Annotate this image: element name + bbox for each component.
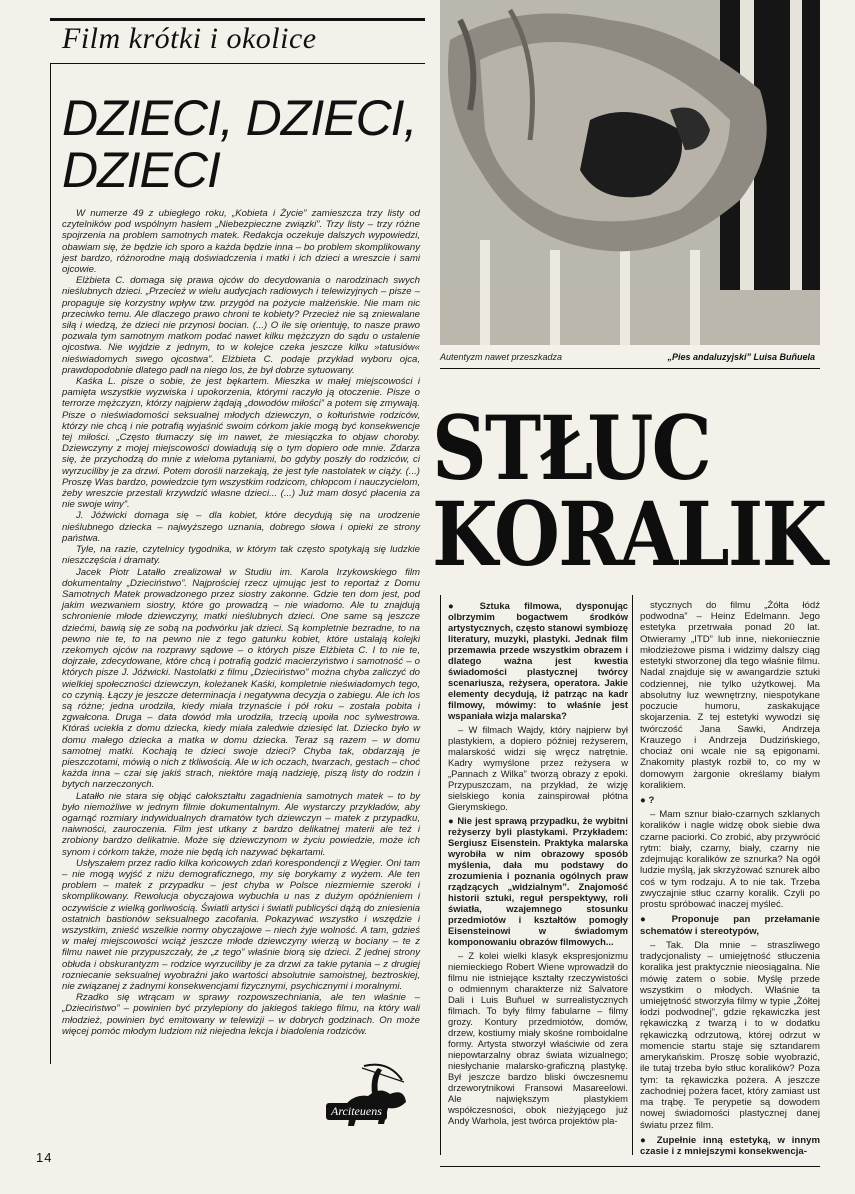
answer-paragraph: – Mam sznur biało-czarnych szklanych koralików i nagle widzę obok siebie dwa czarne paciorki. Co zrobić, aby przywrócić rytm: biały, czarny, biały, czarny nie zdejmując koralików ze sznurka? Na ogół ludzie myślą, jak skrzyżować sznurek albo coś w tym rodzaju. A to nie tak. Trzeba zwyczajnie stłuc czarny koralik. Czyli po prostu spróbować inaczej myśleć. bbox=[640, 809, 820, 911]
answer-paragraph: – W filmach Wajdy, który najpierw był plastykiem, a dopiero później reżyserem, malarskość widzi się wręcz natrętnie. Kadry wymyślone przez reżysera w „Pannach z Wilka” tworzą obrazy z epoki. Przypuszczam, na przykład, że wizję sielskiego konia zainspirował płótna Gierymskiego. bbox=[448, 724, 628, 812]
column-rule bbox=[440, 595, 441, 1155]
article-paragraph: Kaśka L. pisze o sobie, że jest bękartem. Mieszka w małej miejscowości i pamięta wszystkie wyzwiska i upokorzenia, którymi raczyło ją otoczenie. Pisze o terrorze mężczyzn, którzy najpierw żądają „dowodów miłości” a potem się zmywają. Pisze o nieświadomości seksualnej młodych dziewczyn, o kołtuństwie rodziców, którzy nie chcą i nie potrafią wyjaśnić swoim córkom jakie mogą być konsekwencje tej miłości. „Często tłumaczy się im nawet, że miesiączka to objaw choroby. Dziewczyny z mojej miejscowości dowiadują się o tym dopiero ode mnie. Zdarza się, że przychodzą do mnie z wieloma pytaniami, bo gdyby poszły do rodziców, ci wyrzuciliby je za drzwi. Potem dorośli narzekają, że jest tyle nastolatek w ciąży. (...) Proszę Was bardzo, powiedzcie tym wszystkim rodzicom, chłopcom i nauczycielom, żeby wreszcie przestali krzywdzić własne dzieci... (...) Już mam dosyć płacenia za nie swoje winy”. bbox=[62, 376, 420, 511]
title-line: KORALIK bbox=[432, 482, 826, 586]
article-paragraph: Jacek Piotr Latałło zrealizował w Studiu im. Karola Irzykowskiego film dokumentalny „Dzieciństwo”. Najprościej rzecz ujmując jest to reportaż z Domu Samotnych Matek prowadzonego przez siostry zakonne. Gdzie ten dom jest, pod jakim wezwaniem siostry, które go prowadzą – nie wiadomo. Ale tu znajdują schronienie młode dziewczyny, matki nieślubnych dzieci. One same są jeszcze dziećmi, bawią się ze sobą na podwórku jak dzieci. Są kompletnie bezradne, to na pewno nie te, to na pewno nie z tego gatunku kobiet, które ustalają kolejki rzekomych ojców na rozprawy sądowe – o których pisze Elżbieta C. I to nie te, dojrzałe, zdecydowane, które chcą i potrafią godzić macierzyństwo i samotność – o których pisze J. Jóźwicki. Nastolatki z filmu „Dzieciństwo” można chyba zaliczyć do wielkiej społeczności dziewczyn, koleżanek Kaśki, kompletnie nieświadomych tego, co czynią. Łączy je jeszcze determinacja i negatywna decyzja o zabiegu. Ale ich los są różne; jedna urodziła, kiedy miała trzynaście i pół roku – została pobita i zgwałcona. Druga – data dowód mła urodziła, trzecią upoiła noc sylwestrowa. Któraś uciekła z domu dziecka, kiedy miała zaledwie dziesięć lat. Dziecko było w domu małego dziecka a matka w domu dziecka. Teraz są razem – w domu samotnej matki. Kochają te dzieci swoje dzieci? Chyba tak, obdarzają je pieszczotami, mówią o nich z tkliwością. Ale w ich oczach, twarzach, gestach – choć każda inna – czai się jakiś strach, niektóre mają nadzieję, piszą listy do rodzin i bytych narzeczonych. bbox=[62, 566, 420, 791]
logo-label: Arciteuens bbox=[326, 1103, 387, 1120]
question-paragraph: ● ? bbox=[640, 794, 655, 806]
article-paragraph: Latałło nie stara się objąć całokształtu zagadnienia samotnych matek – to by było niemożliwe w jednym filmie dokumentalnym. Ale wystarczy przykładów, aby ogarnąć rozmiary indywidualnych dramatów tych dziewczyn – matek z przypadku, naiwności, zauroczenia. Film jest utkany z bardzo delikatnej materii ale też i zrobiony bardzo delikatnie. Może się dziewczynom w życiu powiedzie, może ich synom i córkom także, może nie będą ich nazywać bękartami. bbox=[62, 790, 420, 858]
article-paragraph: Usłyszałem przez radio kilka końcowych zdań korespondencji z Węgier. Oni tam – nie mogą wyjść z niżu demograficznego, my się borykamy z wyżem. Ale ten problem – matek z przypadku – jest chyba w Polsce niezmiernie szeroki i skomplikowany. Rewolucja obyczajowa wybuchła u nas z dużym opóźnieniem i oczywiście z wielką gorliwością. Światli artyści i światli publicyści dążą do zniesienia ostatnich bastionów seksualnego zacofania. Pokazywać wszystko i wszędzie i wszystkim, znieść wszelkie normy obyczajowe – niech żyje wolność. A tam, gdzieś w małej miejscowości wciąż jeszcze młode dziewczyny wierzą w bociany – te z filmu nawet nie przypuszczały, że „z tego” właśnie biorą się dzieci. Z jednej strony obłuda i obskurantyzm – rodzice wyrzuciliby je za drzwi za takie pytania – z drugiej rozniecanie seksualnej wyobraźni jako wartości absolutnie samoistnej, beztroskiej, nie związanej z żadnymi konsekwencjami fizycznymi, psychicznymi i moralnymi. bbox=[62, 857, 420, 993]
answer-paragraph: – Z kolei wielki klasyk ekspresjonizmu niemieckiego Robert Wiene wprowadził do filmu nie istniejące kształty rzeczywistości o odmiennym charakterze niż Salvatore Dali i Luis Buñuel w surrealistycznych filmach. To były filmy fabularne – filmy grozy. Kontury przedmiotów, domów, drzew, kostiumy miały skośne romboidalne formy. Artysta stworzył właściwie od zera niepowtarzalny obraz świata wizualnego; niesłychanie malarsko-graficzną plastykę. Był jeszcze bardzo bliski ówczesnemu drzeworytnikowi Fransowi Masareelowi. Ale największym plastykiem współczesności, obok nieżyjącego już Andy Warhola, jest twórca projektów pla- bbox=[448, 950, 628, 1126]
column-rule bbox=[632, 595, 633, 1155]
left-column-rule bbox=[50, 64, 51, 1064]
photo-caption-left: Autentyzm nawet przeszkadza bbox=[440, 352, 563, 362]
article-paragraph: J. Jóźwicki domaga się – dla kobiet, które decydują się na urodzenie nieślubnego dziecka – najwyższego uznania, dobrego słowa i opieki ze strony państwa. bbox=[62, 510, 420, 544]
article-paragraph: Tyle, na razie, czytelnicy tygodnika, w którym tak często spotykają się ludzkie nieszczęścia i dramaty. bbox=[62, 544, 420, 567]
title-line: STŁUC bbox=[432, 396, 711, 500]
left-article-body bbox=[62, 208, 420, 1037]
right-column-1 bbox=[448, 600, 628, 1129]
right-column-2 bbox=[640, 600, 820, 1160]
caption-rule bbox=[440, 368, 820, 369]
article-headline bbox=[62, 92, 422, 196]
article-paragraph: Rzadko się wtrącam w sprawy rozpowszechniania, ale ten właśnie – „Dzieciństwo” – powinien być przylepiony do jakiegoś takiego filmu, na który wali młodzież, powinien być emitowany w telewizji – w dobrych godzinach. On może więcej pomóc młodym ludziom niż niejedna lekcja i biadolenia rodziców. bbox=[62, 992, 420, 1037]
article-paragraph: Elżbieta C. domaga się prawa ojców do decydowania o narodzinach swych nieślubnych dzieci. „Przecież w wielu audycjach radiowych i telewizyjnych – pisze – propaguje się korzystny wpływ tzw. przygód na pożycie małżeńskie. Nie mam nic przeciwko temu. Ale dlaczego prawo chroni te kobiety? Przecież nie są zniewalane siłą i wiedzą, że dzieci nie przynosi bocian. (...) O ile się orientuję, to nasze prawo pozwala tym samotnym matkom podać nawet kilku mężczyzn do sądu o ustalenie ojcostwa. Nie wyjdzie z jednym, to w kolejce czeka jeszcze kilku »tatusiów« nieświadomych swego ojcostwa”. Elżbieta C. podaje przykład wyboru ojca, prawdopodobnie dlatego padł na niego los, że był dobrze sytuowany. bbox=[62, 275, 420, 376]
answer-paragraph: stycznych do filmu „Żółta łódź podwodna” – Heinz Edelmann. Jego estetyka przetrwała ponad 20 lat. Otwieramy „ITD” lub inne, niekoniecznie młodzieżowe pisma i widzimy dalszy ciąg estetyki stworzonej dla tego właśnie filmu. Nadal znajduje się w awangardzie sztuki codziennej, nie tylko użytkowej. Ma absolutny luz wewnętrzny, niespotykane poczucie humoru, zaskakujące skojarzenia. Z tej estetyki wywodzi się twórczość Jana Sawki, Andrzeja Krauzego i Andrzeja Dudzińskiego, chociaż oni wcale nie są epigonami. Znakomity plastyk rozbił to, co my w domowym żargonie określamy białym koralikiem. bbox=[640, 600, 820, 791]
film-still-photo bbox=[440, 0, 820, 345]
headline-line: DZIECI, DZIECI, bbox=[62, 90, 417, 146]
question-paragraph: ● Proponuje pan przełamanie schematów i stereotypów, bbox=[640, 914, 820, 937]
question-paragraph: ● Nie jest sprawą przypadku, że wybitni reżyserzy byli plastykami. Przykładem: Sergiusz Eisenstein. Praktyka malarska wyrobiła w nim obrazowy sposób myślenia, dała mu podstawy do zrozumienia i poznania ogólnych praw rządzących „widzialnym”. Znajomość historii sztuki, reguł perspektywy, roli światła, wzajemnego stosunku przedmiotów i kształtów pomogły Eisensteinowi w świadomym komponowaniu obrazów filmowych... bbox=[448, 815, 628, 947]
question-paragraph: ● Sztuka filmowa, dysponując olbrzymim bogactwem środków artystycznych, często stanowi symbiozę literatury, muzyki, plastyki. Jednak film przemawia przede wszystkim obrazem i dlatego ważna jest kwestia świadomości plastycznej twórcy scenariusza, reżysera, operatora. Jakie elementy decydują, iż patrząc na kadr filmowy, mówimy: to właśnie jest wspaniała wizja malarska? bbox=[448, 600, 628, 721]
section-title: Film krótki i okolice bbox=[62, 22, 317, 55]
article-paragraph: W numerze 49 z ubiegłego roku, „Kobieta i Życie” zamieszcza trzy listy od czytelników pod wspólnym hasłem „Niebezpieczne związki”. Trzy listy – trzy różne spojrzenia na problem samotnych matek. Redakcja oczekuje dalszych wypowiedzi, obawiam się, że będzie ich sporo a każda będzie inna – bo problem skomplikowany jest bardzo, różnorodne mają doświadczenia i matki i ich dzieci a wreszcie i sami ojcowie. bbox=[62, 208, 420, 276]
bottom-rule bbox=[440, 1166, 820, 1167]
photo-caption-right: „Pies andaluzyjski” Luisa Buñuela bbox=[667, 352, 815, 362]
question-paragraph: ● Zupełnie inną estetyką, w innym czasie i z mniejszymi konsekwencja- bbox=[640, 1134, 820, 1158]
headline-line: DZIECI bbox=[62, 142, 220, 198]
article-title bbox=[432, 396, 826, 586]
answer-paragraph: – Tak. Dla mnie – straszliwego tradycjonalisty – umiejętność stłuczenia koralika jest praktycznie nieosiągalna. Nie mówię zatem o sobie. Myślę przede wszystkim o młodych. Właśnie ta umiejętność stworzyła filmy w typie „Żółtej łodzi podwodnej”, gdzie rękawiczka jest rękawiczką z twarzą i to w dodatku rękawiczką odrzutową, której odrzut w momencie startu staje się sztandarem amerykańskim. Proszę sobie wyobrazić, ile tutaj trzeba było stłuc koralików? Poza tym: ta rękawiczka pożera. A jeszcze zachodniej pożera facet, który zamiast ust ma trąbę. Te perypetie są dowodem nowej świadomości plastycznej danej światu przez film. bbox=[640, 939, 820, 1131]
page-number: 14 bbox=[36, 1150, 53, 1165]
